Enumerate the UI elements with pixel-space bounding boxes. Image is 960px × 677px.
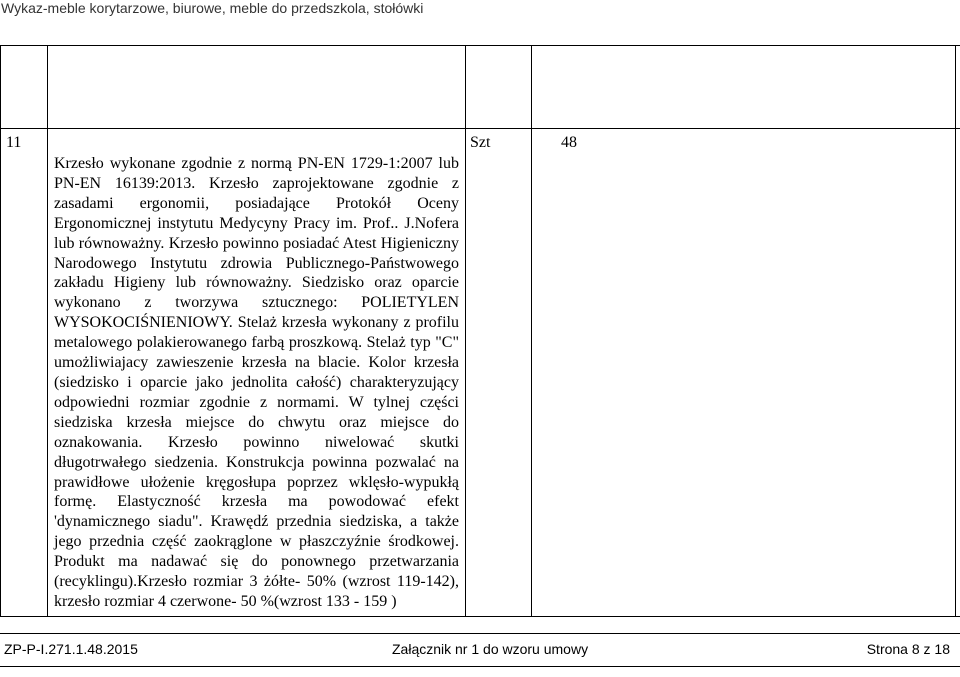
unit-cell: Szt (470, 134, 491, 151)
footer-page-number: Strona 8 z 18 (866, 641, 950, 657)
column-divider-description (465, 45, 466, 617)
quantity-cell: 48 (561, 134, 577, 151)
column-divider-number (47, 45, 48, 617)
footer-reference: ZP-P-I.271.1.48.2015 (4, 641, 138, 657)
product-description: Krzesło wykonane zgodnie z normą PN-EN 1729-1:2007 lub PN-EN 16139:2013. Krzesło zaprojektowane zgodnie z zasadami ergonomii, posiadające Protokół Oceny Ergonomicznej instytutu Medycyny Pracy im. Prof.. J.Nofera lub równoważny. Krzesło powinno posiadać Atest Higieniczny Narodowego Instytutu zdrowia Publicznego-Państwowego zakładu Higieny lub równoważny. Siedzisko oraz oparcie wykonano z tworzywa sztucznego: POLIETYLEN WYSOKOCIŚNIENIOWY. Stelaż krzesła wykonany z profilu metalowego polakierowanego farbą proszkową. Stelaż typ "C" umożliwiajacy zawieszenie krzesła na blacie. Kolor krzesła (siedzisko i oparcie jako jednolita całość) charakteryzujący odpowiedni rozmiar zgodnie z normami. W tylnej części siedziska krzesła miejsce do chwytu oraz miejsce do oznakowania. Krzesło powinno niwelować skutki długotrwałego siedzenia. Konstrukcja powinna pozwalać na prawidłowe ułożenie kręgosłupa poprzez wklęsło-wypukłą formę. Elastyczność krzesła ma powodować efekt 'dynamicznego siadu". Krawędź przednia siedziska, a także jego przednia część zaokrąglone w płaszczyźnie środkowej. Produkt ma nadawać się do ponownego przetwarzania (recyklingu).Krzesło rozmiar 3 żółte- 50% (wzrost 119-142), krzesło rozmiar 4 czerwone- 50 %(wzrost 133 - 159 ) (54, 155, 459, 610)
row-top-border (0, 128, 960, 129)
table-left-border (0, 45, 1, 617)
footer-attachment-label: Załącznik nr 1 do wzoru umowy (392, 641, 589, 657)
footer-bottom-border (0, 666, 960, 667)
row-number: 11 (6, 134, 22, 151)
table-right-border (955, 45, 956, 617)
footer-top-border (0, 633, 960, 634)
column-divider-unit (531, 45, 532, 617)
table-top-border (0, 45, 960, 46)
document-title: Wykaz-meble korytarzowe, biurowe, meble do przedszkola, stołówki (1, 0, 424, 16)
table-bottom-border (0, 616, 960, 617)
